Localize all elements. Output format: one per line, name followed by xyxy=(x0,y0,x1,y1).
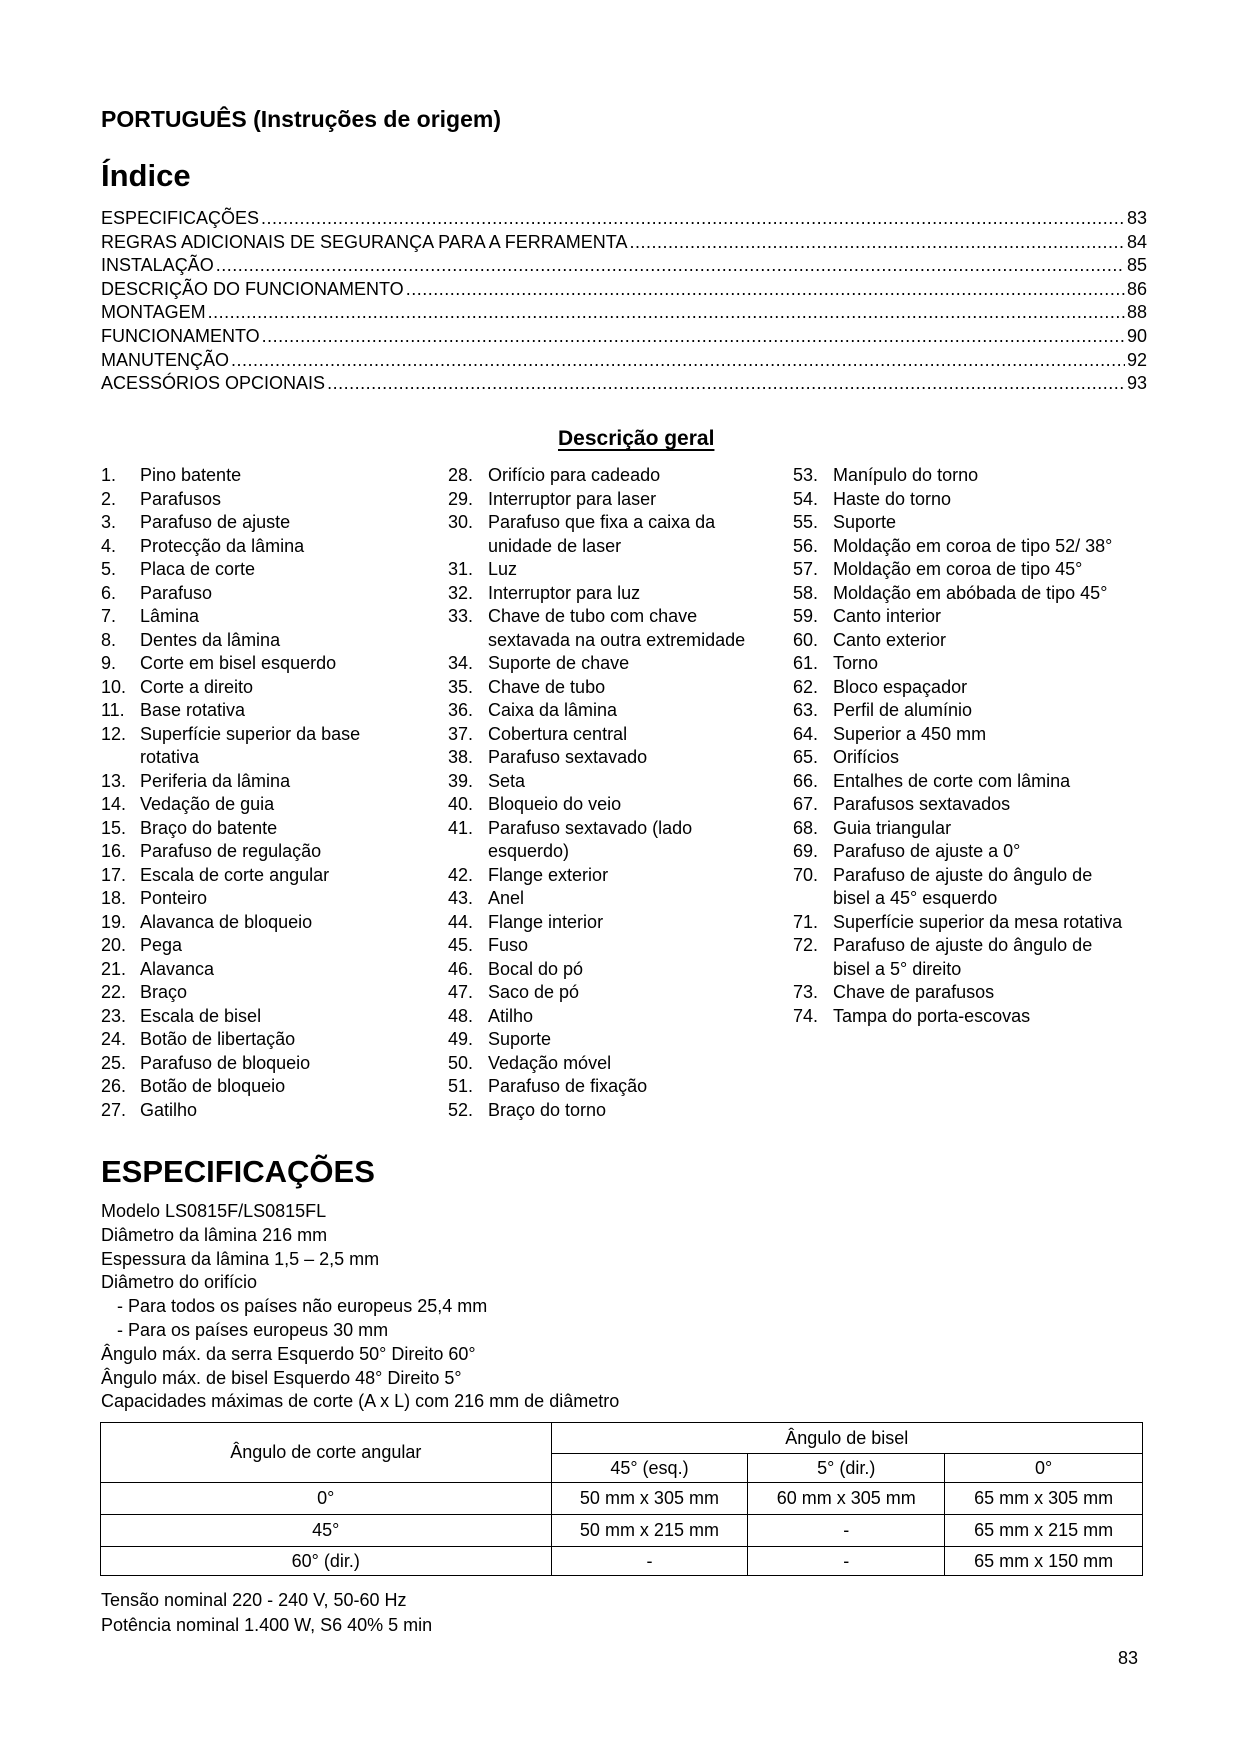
item-number: 1. xyxy=(101,465,117,485)
item-number: 46. xyxy=(448,958,474,979)
list-item xyxy=(101,817,421,841)
table-row xyxy=(101,1547,1143,1576)
item-text: Parafuso sextavado xyxy=(488,747,648,767)
item-number: 25. xyxy=(101,1052,127,1073)
item-number: 70. xyxy=(793,864,819,885)
miter-angle-cell: 0° xyxy=(101,1483,552,1515)
spec-hole-non-eu: - Para todos os países não europeus 25,4 mm xyxy=(117,1296,488,1317)
list-item xyxy=(793,652,1133,676)
list-item xyxy=(101,911,421,935)
list-item xyxy=(793,488,1133,512)
table-row xyxy=(101,1515,1143,1547)
list-item xyxy=(793,746,1133,770)
spec-max-bevel: Ângulo máx. de bisel Esquerdo 48° Direito 5° xyxy=(101,1367,462,1388)
item-text: Alavanca de bloqueio xyxy=(140,911,313,932)
list-item xyxy=(448,934,778,958)
list-item xyxy=(101,723,421,770)
item-number: 4. xyxy=(101,535,117,556)
item-text: Haste do torno xyxy=(833,488,952,509)
language-heading: PORTUGUÊS (Instruções de origem) xyxy=(101,106,502,132)
list-item xyxy=(448,770,778,794)
item-text: Caixa da lâmina xyxy=(488,700,618,720)
list-item xyxy=(101,1028,421,1052)
item-text: Vedação móvel xyxy=(488,1052,612,1073)
miter-angle-header: Ângulo de corte angular xyxy=(101,1423,552,1483)
item-number: 41. xyxy=(448,817,474,838)
item-number: 60. xyxy=(793,629,819,650)
list-item xyxy=(101,652,421,676)
toc-entry xyxy=(101,325,1147,349)
item-number: 27. xyxy=(101,1099,127,1120)
specifications-title: ESPECIFICAÇÕES xyxy=(101,1154,375,1189)
toc-page: 88 xyxy=(1126,302,1147,323)
toc-page: 92 xyxy=(1126,349,1147,370)
list-item xyxy=(448,699,778,723)
parts-list-column-2 xyxy=(448,464,778,1122)
list-item xyxy=(101,1052,421,1076)
item-number: 23. xyxy=(101,1005,127,1026)
item-number: 20. xyxy=(101,935,127,955)
spec-blade-thickness: Espessura da lâmina 1,5 – 2,5 mm xyxy=(101,1248,380,1269)
item-number: 22. xyxy=(101,982,127,1002)
list-item xyxy=(101,770,421,794)
toc-leader xyxy=(208,301,1125,325)
item-text: Chave de tubo com chave sextavada na outra extremidade xyxy=(488,606,746,650)
item-text: Anel xyxy=(488,888,525,908)
capacity-cell: 50 mm x 215 mm xyxy=(551,1515,748,1547)
item-text: Luz xyxy=(488,559,518,579)
toc-label: DESCRIÇÃO DO FUNCIONAMENTO xyxy=(101,278,404,299)
toc-label: MONTAGEM xyxy=(101,302,206,323)
item-text: Superfície superior da mesa rotativa xyxy=(833,911,1123,932)
item-text: Bloqueio do veio xyxy=(488,794,622,814)
toc-leader xyxy=(406,278,1125,302)
item-number: 73. xyxy=(793,982,819,1002)
item-number: 50. xyxy=(448,1052,474,1073)
item-number: 54. xyxy=(793,488,819,509)
list-item xyxy=(101,629,421,653)
item-text: Placa de corte xyxy=(140,559,256,579)
item-number: 15. xyxy=(101,817,127,838)
list-item xyxy=(448,1028,778,1052)
list-item xyxy=(101,676,421,700)
item-text: Interruptor para laser xyxy=(488,488,657,509)
item-number: 66. xyxy=(793,770,819,791)
list-item xyxy=(101,864,421,888)
item-text: Parafuso de regulação xyxy=(140,841,322,861)
capacity-cell: 60 mm x 305 mm xyxy=(748,1483,945,1515)
item-number: 33. xyxy=(448,606,474,626)
item-number: 10. xyxy=(101,676,127,697)
list-item xyxy=(448,464,778,488)
item-number: 51. xyxy=(448,1076,474,1096)
item-number: 6. xyxy=(101,582,117,603)
list-item xyxy=(448,1075,778,1099)
item-number: 58. xyxy=(793,582,819,603)
item-number: 72. xyxy=(793,935,819,955)
toc-leader xyxy=(216,254,1125,278)
list-item xyxy=(101,464,421,488)
item-text: Pino batente xyxy=(140,465,242,485)
item-text: Bloco espaçador xyxy=(833,676,968,697)
capacity-cell: - xyxy=(748,1515,945,1547)
list-item xyxy=(448,958,778,982)
item-text: Manípulo do torno xyxy=(833,465,979,485)
item-number: 26. xyxy=(101,1076,127,1096)
item-text: Superfície superior da base rotativa xyxy=(140,723,361,767)
item-text: Orifícios xyxy=(833,747,900,767)
item-text: Parafuso sextavado (lado esquerdo) xyxy=(488,817,693,861)
item-text: Braço do torno xyxy=(488,1099,607,1120)
item-text: Parafusos xyxy=(140,488,222,509)
electrical-specs xyxy=(101,1588,432,1638)
toc-label: ESPECIFICAÇÕES xyxy=(101,208,260,228)
item-text: Botão de bloqueio xyxy=(140,1076,286,1096)
spec-capacities: Capacidades máximas de corte (A x L) com 216 mm de diâmetro xyxy=(101,1391,620,1412)
list-item xyxy=(448,1052,778,1076)
item-text: Periferia da lâmina xyxy=(140,770,291,791)
item-text: Fuso xyxy=(488,935,529,955)
toc-entry xyxy=(101,349,1147,373)
item-number: 7. xyxy=(101,606,117,626)
item-number: 17. xyxy=(101,864,127,885)
item-text: Entalhes de corte com lâmina xyxy=(833,770,1071,791)
list-item xyxy=(793,535,1133,559)
item-number: 3. xyxy=(101,512,117,532)
list-item xyxy=(793,864,1133,911)
list-item xyxy=(448,488,778,512)
list-item xyxy=(793,840,1133,864)
item-number: 45. xyxy=(448,935,474,955)
list-item xyxy=(101,511,421,535)
item-text: Gatilho xyxy=(140,1099,198,1120)
item-number: 52. xyxy=(448,1099,474,1120)
list-item xyxy=(448,887,778,911)
list-item xyxy=(793,1005,1133,1029)
item-number: 64. xyxy=(793,723,819,744)
list-item xyxy=(448,1099,778,1123)
list-item xyxy=(793,605,1133,629)
item-number: 31. xyxy=(448,559,474,579)
list-item xyxy=(793,793,1133,817)
item-text: Bocal do pó xyxy=(488,958,584,979)
toc-label: FUNCIONAMENTO xyxy=(101,325,260,346)
item-text: Parafuso de ajuste a 0° xyxy=(833,841,1021,861)
item-text: Vedação de guia xyxy=(140,794,275,814)
list-item xyxy=(448,511,778,558)
rated-power: Potência nominal 1.400 W, S6 40% 5 min xyxy=(101,1615,433,1635)
item-number: 13. xyxy=(101,770,127,791)
list-item xyxy=(448,911,778,935)
item-text: Suporte xyxy=(833,512,897,532)
item-number: 74. xyxy=(793,1005,819,1026)
item-number: 71. xyxy=(793,911,819,932)
item-text: Corte em bisel esquerdo xyxy=(140,653,337,673)
list-item xyxy=(793,817,1133,841)
item-number: 68. xyxy=(793,817,819,838)
item-number: 49. xyxy=(448,1029,474,1049)
item-number: 43. xyxy=(448,888,474,908)
toc-leader xyxy=(629,231,1125,255)
item-text: Escala de corte angular xyxy=(140,864,330,885)
item-number: 56. xyxy=(793,535,819,556)
item-text: Seta xyxy=(488,770,526,791)
item-number: 9. xyxy=(101,653,117,673)
list-item xyxy=(448,1005,778,1029)
list-item xyxy=(448,817,778,864)
item-number: 38. xyxy=(448,747,474,767)
item-text: Braço xyxy=(140,982,188,1002)
item-text: Flange interior xyxy=(488,911,604,932)
item-text: Guia triangular xyxy=(833,817,952,838)
item-text: Suporte de chave xyxy=(488,653,630,673)
list-item xyxy=(101,535,421,559)
index-title: Índice xyxy=(101,158,191,193)
toc-entry xyxy=(101,301,1147,325)
item-text: Orifício para cadeado xyxy=(488,465,661,485)
item-number: 21. xyxy=(101,958,127,979)
item-number: 61. xyxy=(793,653,819,673)
list-item xyxy=(101,558,421,582)
item-number: 16. xyxy=(101,841,127,861)
item-text: Botão de libertação xyxy=(140,1029,296,1049)
item-number: 14. xyxy=(101,794,127,814)
bevel-col-header: 0° xyxy=(945,1454,1143,1483)
item-number: 29. xyxy=(448,488,474,509)
list-item xyxy=(793,770,1133,794)
item-number: 42. xyxy=(448,864,474,885)
toc-label: INSTALAÇÃO xyxy=(101,255,214,276)
list-item xyxy=(101,1099,421,1123)
item-text: Suporte xyxy=(488,1029,552,1049)
miter-angle-cell: 60° (dir.) xyxy=(101,1547,552,1576)
item-text: Moldação em coroa de tipo 45° xyxy=(833,559,1083,579)
miter-angle-cell: 45° xyxy=(101,1515,552,1547)
item-text: Torno xyxy=(833,653,879,673)
capacity-cell: 50 mm x 305 mm xyxy=(551,1483,748,1515)
list-item xyxy=(448,605,778,652)
item-number: 40. xyxy=(448,794,474,814)
list-item xyxy=(448,981,778,1005)
item-text: Pega xyxy=(140,935,183,955)
item-text: Cobertura central xyxy=(488,723,628,744)
item-text: Moldação em abóbada de tipo 45° xyxy=(833,582,1108,603)
toc-page: 83 xyxy=(1126,208,1147,228)
toc-page: 85 xyxy=(1126,255,1147,276)
item-number: 59. xyxy=(793,606,819,626)
list-item xyxy=(448,746,778,770)
list-item xyxy=(793,699,1133,723)
item-number: 35. xyxy=(448,676,474,697)
list-item xyxy=(101,958,421,982)
item-text: Parafuso xyxy=(140,582,213,603)
item-number: 8. xyxy=(101,629,117,650)
specifications-list xyxy=(101,1200,619,1414)
item-text: Escala de bisel xyxy=(140,1005,262,1026)
item-text: Ponteiro xyxy=(140,888,208,908)
toc-entry xyxy=(101,372,1147,396)
item-text: Interruptor para luz xyxy=(488,582,641,603)
general-description-title: Descrição geral xyxy=(558,427,715,450)
list-item xyxy=(101,934,421,958)
item-number: 19. xyxy=(101,911,127,932)
item-text: Dentes da lâmina xyxy=(140,629,281,650)
list-item xyxy=(101,488,421,512)
item-text: Parafuso de fixação xyxy=(488,1076,648,1096)
toc-page: 93 xyxy=(1126,373,1147,394)
list-item xyxy=(101,981,421,1005)
item-text: Parafuso de ajuste do ângulo de bisel a 45° esquerdo xyxy=(833,864,1093,908)
spec-blade-diameter: Diâmetro da lâmina 216 mm xyxy=(101,1224,328,1245)
list-item xyxy=(448,652,778,676)
list-item xyxy=(448,558,778,582)
parts-list-column-3 xyxy=(793,464,1133,1028)
bevel-col-header: 5° (dir.) xyxy=(748,1454,945,1483)
item-text: Flange exterior xyxy=(488,864,609,885)
toc-entry xyxy=(101,278,1147,302)
item-number: 34. xyxy=(448,653,474,673)
item-text: Superior a 450 mm xyxy=(833,723,987,744)
item-text: Parafuso de ajuste do ângulo de bisel a 5° direito xyxy=(833,935,1093,979)
item-text: Parafuso que fixa a caixa da unidade de laser xyxy=(488,512,716,556)
list-item xyxy=(101,605,421,629)
toc-entry xyxy=(101,231,1147,255)
spec-model: Modelo LS0815F/LS0815FL xyxy=(101,1201,327,1221)
item-number: 62. xyxy=(793,676,819,697)
list-item xyxy=(101,840,421,864)
list-item xyxy=(448,864,778,888)
item-number: 67. xyxy=(793,794,819,814)
toc-page: 86 xyxy=(1126,278,1147,299)
table-of-contents xyxy=(101,207,1147,396)
list-item xyxy=(793,511,1133,535)
item-text: Protecção da lâmina xyxy=(140,535,305,556)
item-number: 18. xyxy=(101,888,127,908)
capacity-cell: 65 mm x 150 mm xyxy=(945,1547,1143,1576)
item-number: 30. xyxy=(448,512,474,532)
item-number: 63. xyxy=(793,700,819,720)
toc-label: MANUTENÇÃO xyxy=(101,349,230,370)
list-item xyxy=(793,981,1133,1005)
toc-entry xyxy=(101,254,1147,278)
capacity-cell: - xyxy=(551,1547,748,1576)
list-item xyxy=(793,676,1133,700)
item-text: Lâmina xyxy=(140,606,200,626)
toc-leader xyxy=(261,207,1125,231)
list-item xyxy=(101,1005,421,1029)
list-item xyxy=(448,723,778,747)
item-text: Braço do batente xyxy=(140,817,278,838)
item-number: 11. xyxy=(101,700,125,720)
item-number: 5. xyxy=(101,559,117,579)
toc-leader xyxy=(327,372,1125,396)
item-number: 48. xyxy=(448,1005,474,1026)
list-item xyxy=(448,793,778,817)
item-number: 2. xyxy=(101,488,117,509)
list-item xyxy=(101,699,421,723)
table-row xyxy=(101,1483,1143,1515)
item-number: 47. xyxy=(448,982,474,1002)
item-number: 53. xyxy=(793,465,819,485)
list-item xyxy=(101,887,421,911)
list-item xyxy=(793,464,1133,488)
item-text: Base rotativa xyxy=(140,700,246,720)
item-number: 28. xyxy=(448,465,474,485)
item-number: 44. xyxy=(448,911,474,932)
cutting-capacity-table xyxy=(100,1422,1143,1576)
item-text: Alavanca xyxy=(140,958,215,979)
list-item xyxy=(101,582,421,606)
item-text: Chave de parafusos xyxy=(833,982,995,1002)
toc-entry xyxy=(101,207,1147,231)
item-number: 36. xyxy=(448,700,474,720)
page-number: 83 xyxy=(1118,1648,1139,1668)
list-item xyxy=(793,629,1133,653)
toc-leader xyxy=(262,325,1125,349)
capacity-cell: 65 mm x 305 mm xyxy=(945,1483,1143,1515)
item-text: Corte a direito xyxy=(140,676,254,697)
toc-page: 90 xyxy=(1126,325,1147,346)
item-text: Tampa do porta-escovas xyxy=(833,1005,1031,1026)
list-item xyxy=(793,582,1133,606)
item-text: Canto exterior xyxy=(833,629,947,650)
list-item xyxy=(793,911,1133,935)
capacity-cell: 65 mm x 215 mm xyxy=(945,1515,1143,1547)
list-item xyxy=(793,723,1133,747)
item-number: 39. xyxy=(448,770,474,791)
item-number: 69. xyxy=(793,841,819,861)
item-text: Chave de tubo xyxy=(488,676,606,697)
item-text: Canto interior xyxy=(833,606,942,626)
item-text: Saco de pó xyxy=(488,982,580,1002)
parts-list-column-1 xyxy=(101,464,421,1122)
item-text: Moldação em coroa de tipo 52/ 38° xyxy=(833,535,1113,556)
list-item xyxy=(448,582,778,606)
bevel-angle-header: Ângulo de bisel xyxy=(551,1423,1142,1454)
toc-label: REGRAS ADICIONAIS DE SEGURANÇA PARA A FERRAMENTA xyxy=(101,231,628,252)
toc-label: ACESSÓRIOS OPCIONAIS xyxy=(101,373,326,394)
list-item xyxy=(793,934,1133,981)
spec-hole-diameter: Diâmetro do orifício xyxy=(101,1272,258,1293)
item-number: 12. xyxy=(101,723,127,744)
item-number: 37. xyxy=(448,723,474,744)
item-text: Perfil de alumínio xyxy=(833,700,973,720)
spec-hole-eu: - Para os países europeus 30 mm xyxy=(117,1319,389,1340)
spec-max-miter: Ângulo máx. da serra Esquerdo 50° Direito 60° xyxy=(101,1343,476,1364)
item-number: 57. xyxy=(793,559,819,579)
list-item xyxy=(101,793,421,817)
item-number: 32. xyxy=(448,582,474,603)
capacity-cell: - xyxy=(748,1547,945,1576)
item-text: Parafuso de ajuste xyxy=(140,512,291,532)
list-item xyxy=(101,1075,421,1099)
toc-page: 84 xyxy=(1126,231,1147,252)
bevel-col-header: 45° (esq.) xyxy=(551,1454,748,1483)
item-text: Parafusos sextavados xyxy=(833,794,1011,814)
item-text: Atilho xyxy=(488,1005,534,1026)
list-item xyxy=(448,676,778,700)
item-number: 24. xyxy=(101,1029,127,1049)
toc-leader xyxy=(231,349,1125,373)
item-number: 65. xyxy=(793,747,819,767)
item-number: 55. xyxy=(793,512,819,532)
item-text: Parafuso de bloqueio xyxy=(140,1052,311,1073)
list-item xyxy=(793,558,1133,582)
rated-voltage: Tensão nominal 220 - 240 V, 50-60 Hz xyxy=(101,1590,407,1610)
